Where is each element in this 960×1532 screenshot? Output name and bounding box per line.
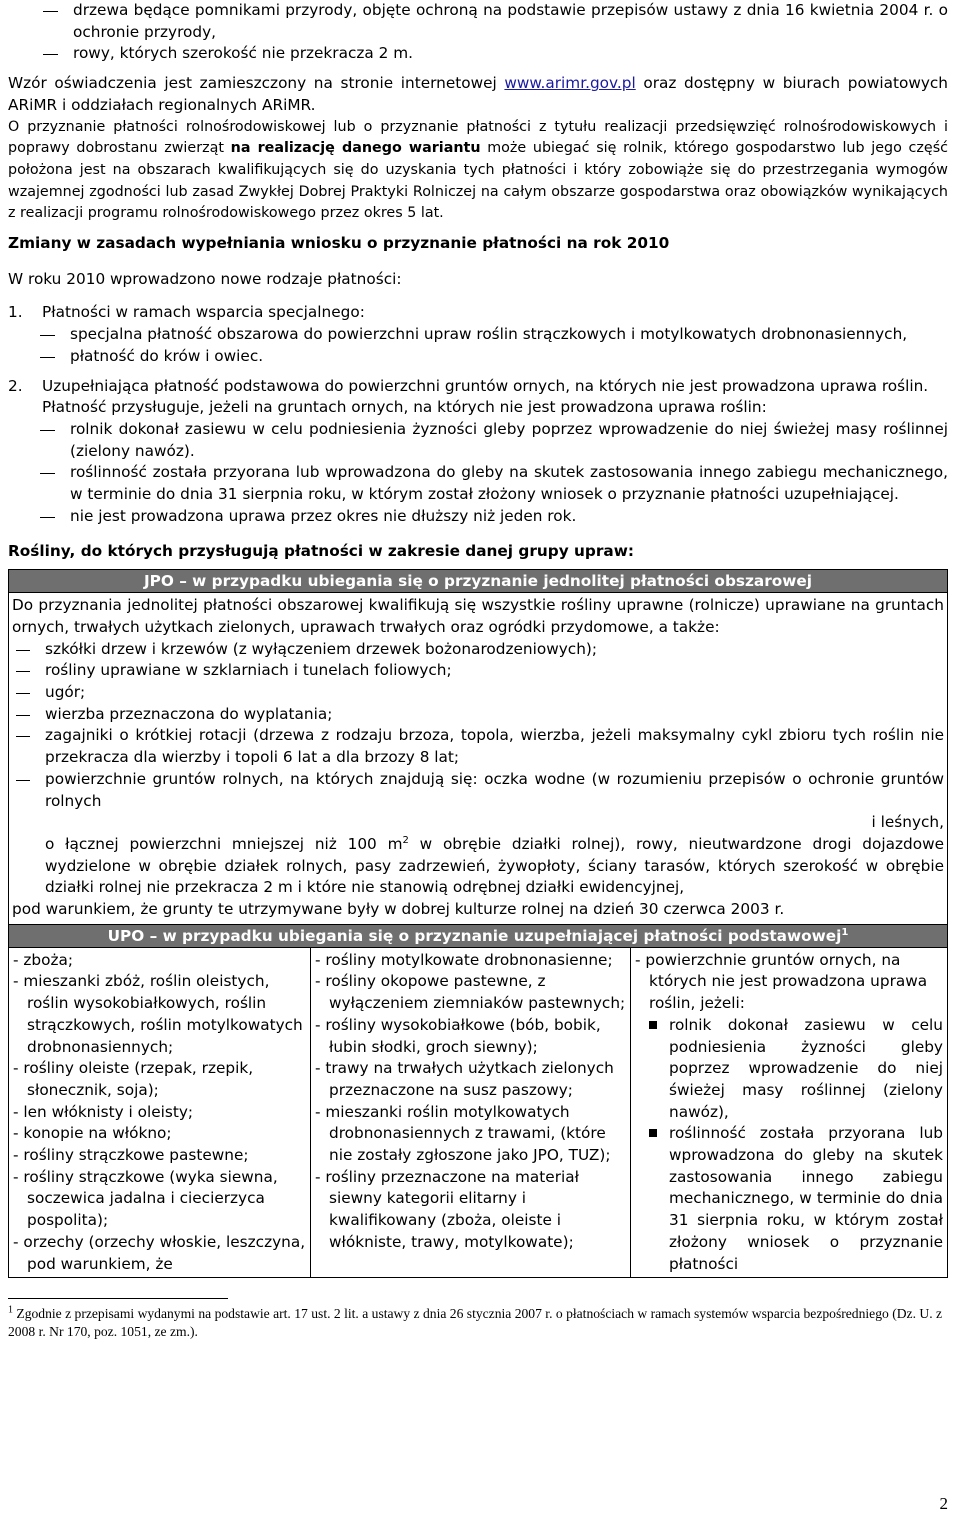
list-item: rośliny uprawiane w szklarniach i tunelach foliowych;: [12, 660, 944, 682]
upo-columns: [9, 948, 947, 1278]
page-number: 2: [939, 1494, 948, 1513]
payment-item-title: Płatności w ramach wsparcia specjalnego:: [42, 303, 365, 322]
list-item: - konopie na włókno;: [13, 1124, 172, 1143]
heading-rosliny: Rośliny, do których przysługują płatności w zakresie danej grupy upraw:: [8, 542, 634, 561]
jpo-list: [12, 639, 944, 899]
upo-column-1: [9, 948, 311, 1278]
list-item: - rośliny strączkowe pastewne;: [13, 1146, 249, 1165]
upo-column-3: [631, 948, 947, 1278]
wzor-paragraph: Wzór oświadczenia jest zamieszczony na stronie internetowej www.arimr.gov.pl oraz dostępny w biurach powiatowych ARiMR i oddziałach regionalnych ARiMR.: [8, 74, 948, 114]
list-item: specjalna płatność obszarowa do powierzchni upraw roślin strączkowych i motylkowatych drobnonasiennych,: [32, 324, 948, 346]
list-item: - trawy na trwałych użytkach zielonych przeznaczone na susz paszowy;: [315, 1059, 614, 1099]
list-item: rolnik dokonał zasiewu w celu podniesienia żyzności gleby poprzez wprowadzenie do niej świeżej masy roślinnej (zielony nawóz),: [635, 1015, 943, 1124]
list-item: płatność do krów i owiec.: [32, 346, 948, 368]
payment-item-1: 1. Płatności w ramach wsparcia specjalnego: specjalna płatność obszarowa do powierzchni upraw roślin strączkowych i motylkowatych drobnonasiennych, płatność do krów i owiec.: [8, 302, 948, 367]
upo-col3-intro: - powierzchnie gruntów ornych, na których nie jest prowadzona uprawa roślin, jeżeli:: [635, 950, 928, 1013]
arimr-link[interactable]: www.arimr.gov.pl: [504, 74, 636, 93]
list-item: - rośliny motylkowate drobnonasienne;: [315, 950, 613, 969]
payment-item-list: [32, 419, 948, 528]
list-item: nie jest prowadzona uprawa przez okres nie dłuższy niż jeden rok.: [32, 506, 948, 528]
crop-groups-table: [8, 569, 948, 1278]
payment-item-subtitle: Płatność przysługuje, jeżeli na gruntach ornych, na których nie jest prowadzona uprawa roślin:: [42, 398, 767, 417]
jpo-intro: Do przyznania jednolitej płatności obszarowej kwalifikują się wszystkie rośliny uprawne (rolnicze) uprawiane na gruntach ornych, trwałych użytkach zielonych, uprawach trwałych oraz ogródki przydomowe, a także:: [12, 596, 944, 636]
jpo-closing: pod warunkiem, że grunty te utrzymywane były w dobrej kulturze rolnej na dzień 30 czerwca 2003 r.: [12, 900, 785, 919]
list-item: szkółki drzew i krzewów (z wyłączeniem drzewek bożonarodzeniowych);: [12, 639, 944, 661]
intro-2010: W roku 2010 wprowadzono nowe rodzaje płatności:: [8, 269, 402, 288]
list-item: roślinność została przyorana lub wprowadzona do gleby na skutek zastosowania innego zabiegu mechanicznego, w terminie do dnia 31 sierpnia roku, w którym został złożony wniosek o przyznanie płatności uzupełniającej.: [32, 462, 948, 505]
list-item: - rośliny wysokobiałkowe (bób, bobik, łubin słodki, groch siewny);: [315, 1015, 601, 1056]
list-item: powierzchnie gruntów rolnych, na których znajdują się: oczka wodne (w rozumieniu przepisów o ochronie gruntów rolnych i leśnych, o łącznej powierzchni mniejszej niż 100 $m^2$ w obrębie działki rolnej), rowy, nieutwardzone drogi dojazdowe wydzielone w obrębie działek rolnych, pasy zadrzewień, żywopłoty, ściany tarasów, których szerokość w obrębie działki rolnej nie przekracza 2 m i które nie stanowią odrębnej działki ewidencyjnej,: [12, 769, 944, 899]
list-item: roślinność została przyorana lub wprowadzona do gleby na skutek zastosowania innego zabiegu mechanicznego, w terminie do dnia 31 sierpnia roku, w którym został złożony wniosek o przyznanie płatności: [635, 1123, 943, 1275]
jpo-header: JPO – w przypadku ubiegania się o przyznanie jednolitej płatności obszarowej: [9, 570, 947, 593]
list-item: - rośliny przeznaczone na materiał siewny kategorii elitarny i kwalifikowany (zboża, oleiste i włókniste, trawy, motylkowate);: [315, 1167, 579, 1251]
list-item: - rośliny strączkowe (wyka siewna, soczewica jadalna i ciecierzyca pospolita);: [13, 1167, 278, 1230]
heading-zmiany: Zmiany w zasadach wypełniania wniosku o przyznanie płatności na rok 2010: [8, 234, 670, 253]
document-page: [8, 0, 948, 1341]
upo-col3-list: [635, 1015, 943, 1275]
top-dash-list: [8, 0, 948, 65]
list-item: - orzechy (orzechy włoskie, leszczyna, pod warunkiem, że: [13, 1232, 306, 1273]
list-item: - len włóknisty i oleisty;: [13, 1102, 194, 1121]
list-item: wierzba przeznaczona do wyplatania;: [12, 704, 944, 726]
list-item: rowy, których szerokość nie przekracza 2 m.: [35, 43, 948, 65]
payment-item-title: Uzupełniająca płatność podstawowa do powierzchni gruntów ornych, na których nie jest prowadzona uprawa roślin.: [42, 376, 929, 395]
list-item: drzewa będące pomnikami przyrody, objęte ochroną na podstawie przepisów ustawy z dnia 16 kwietnia 2004 r. o ochronie przyrody,: [35, 0, 948, 43]
payment-item-list: [32, 324, 948, 367]
list-item: - rośliny oleiste (rzepak, rzepik, słonecznik, soja);: [13, 1059, 254, 1099]
list-item: - rośliny okopowe pastewne, z wyłączeniem ziemniaków pastewnych;: [315, 972, 626, 1013]
list-item: - mieszanki zbóż, roślin oleistych, roślin wysokobiałkowych, roślin strączkowych, roślin motylkowatych drobnonasiennych;: [13, 972, 303, 1056]
upo-column-2: [311, 948, 631, 1278]
rolnosrodowiskowa-paragraph: O przyznanie płatności rolnośrodowiskowej lub o przyznanie płatności z tytułu realizacji przedsięwzięć rolnośrodowiskowych i poprawy dobrostanu zwierząt na realizację danego wariantu może ubiegać się rolnik, którego gospodarstwo lub jego część położona jest na obszarach kwalifikujących się do uzyskania tych płatności i który zobowiąże się do przestrzegania wymogów wzajemnej zgodności lub zasad Zwykłej Dobrej Praktyki Rolniczej na całym obszarze gospodarstwa oraz obowiązków wynikających z realizacji programu rolnośrodowiskowego przez okres 5 lat.: [8, 118, 949, 222]
list-item: ugór;: [12, 682, 944, 704]
list-item: zagajniki o krótkiej rotacji (drzewa z rodzaju brzoza, topola, wierzba, jeżeli maksymalny cykl zbioru tych roślin nie przekracza dla wierzby i topoli 6 lat a dla brzozy 8 lat;: [12, 725, 944, 768]
footnote: $^1$ Zgodnie z przepisami wydanymi na podstawie art. 17 ust. 2 lit. a ustawy z dnia 26 stycznia 2007 r. o płatnościach w ramach systemów wsparcia bezpośredniego (Dz. U. z 2008 r. Nr 170, poz. 1051, ze zm.).: [8, 1304, 943, 1340]
upo-header: UPO – w przypadku ubiegania się o przyznanie uzupełniającej płatności podstawowej$^1$: [9, 924, 947, 948]
payment-item-2: 2. Uzupełniająca płatność podstawowa do powierzchni gruntów ornych, na których nie jest prowadzona uprawa roślin. Płatność przysługuje, jeżeli na gruntach ornych, na których nie jest prowadzona uprawa roślin: rolnik dokonał zasiewu w celu podniesienia żyzności gleby poprzez wprowadzenie do niej świeżej masy roślinnej (zielony nawóz). roślinność została przyorana lub wprowadzona do gleby na skutek zastosowania innego zabiegu mechanicznego, w terminie do dnia 31 sierpnia roku, w którym został złożony wniosek o przyznanie płatności uzupełniającej. nie jest prowadzona uprawa przez okres nie dłuższy niż jeden rok.: [8, 376, 948, 528]
list-item: - mieszanki roślin motylkowatych drobnonasiennych z trawami, (które nie zostały zgłoszone jako JPO, TUZ);: [315, 1102, 611, 1165]
list-item: - zboża;: [13, 950, 74, 969]
list-item: rolnik dokonał zasiewu w celu podniesienia żyzności gleby poprzez wprowadzenie do niej świeżej masy roślinnej (zielony nawóz).: [32, 419, 948, 462]
jpo-body: [9, 593, 947, 924]
footnote-separator: [8, 1298, 228, 1299]
